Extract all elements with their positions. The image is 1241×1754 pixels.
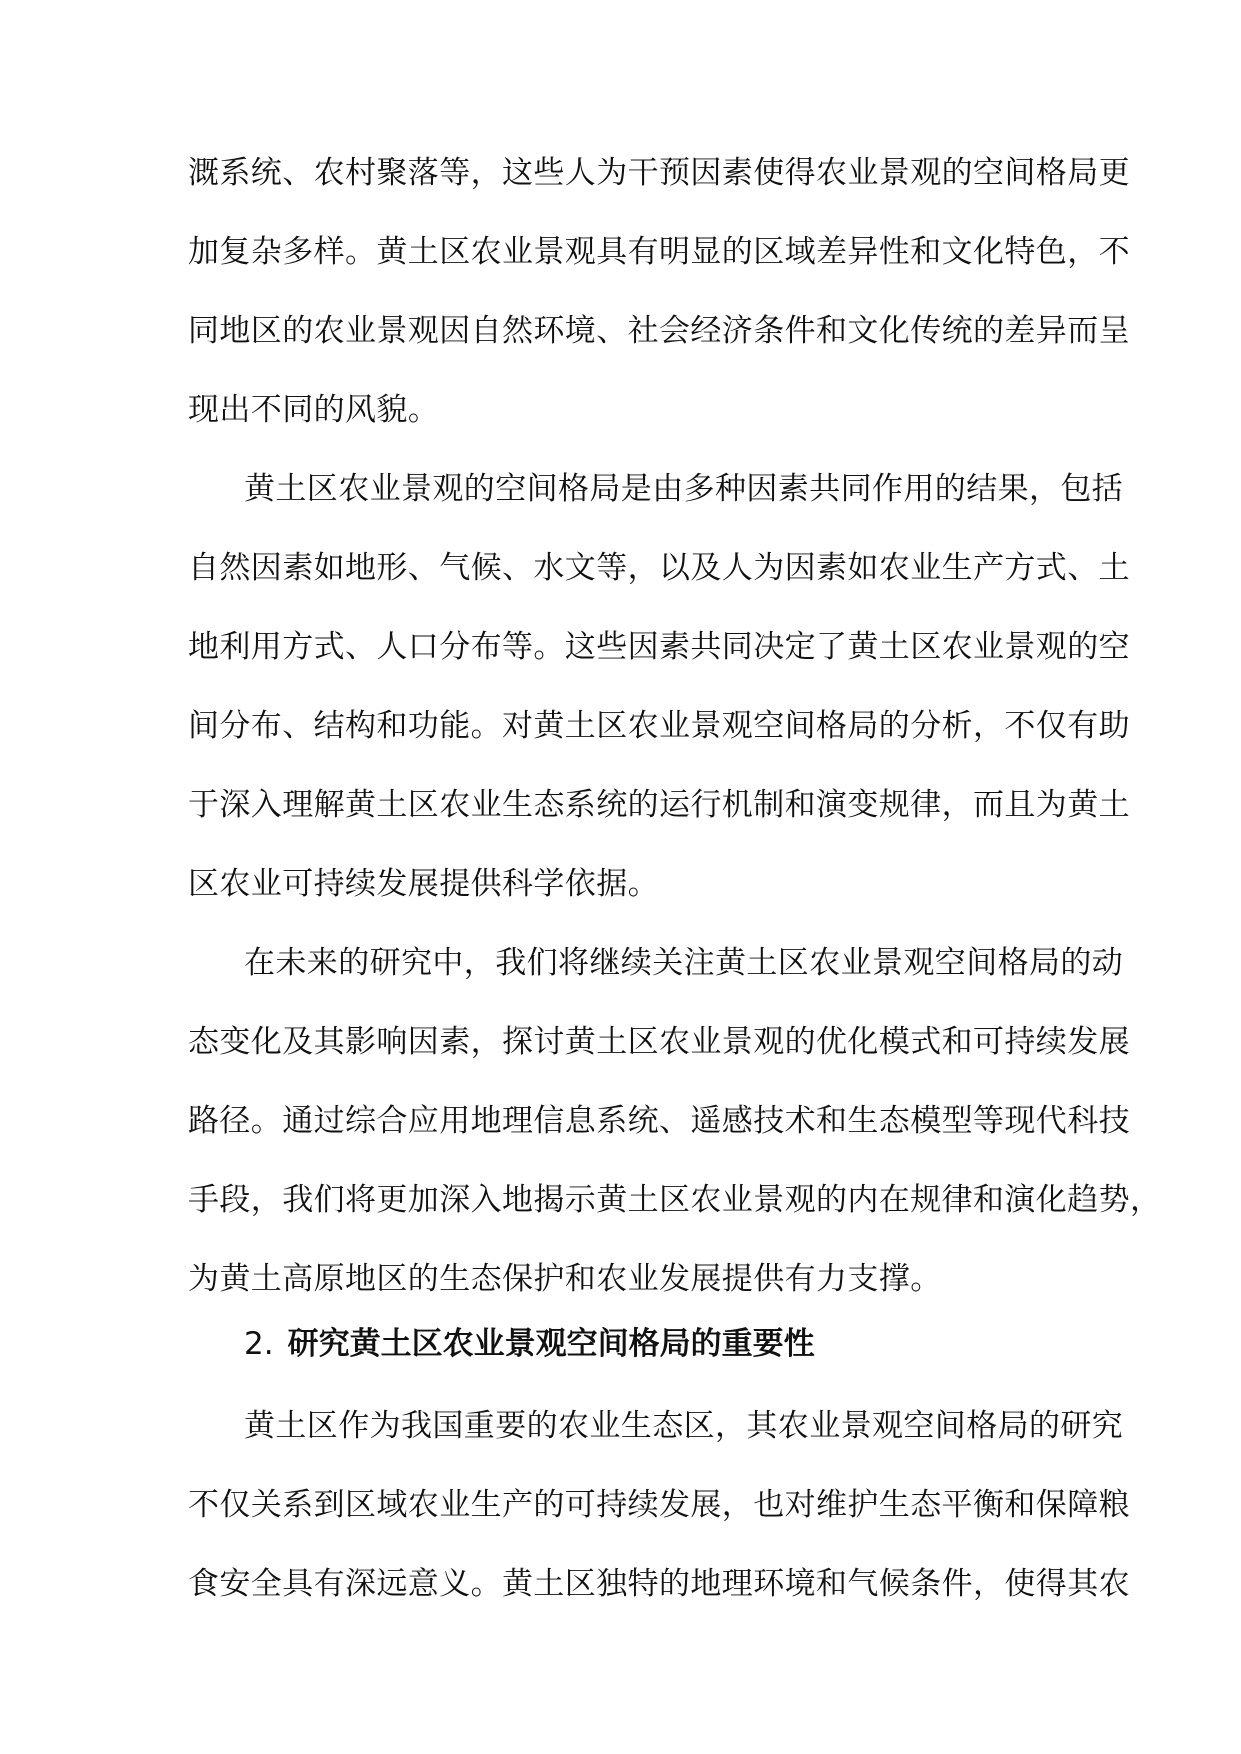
text-line: 手段，我们将更加深入地揭示黄土区农业景观的内在规律和演化趋势， bbox=[188, 1182, 1162, 1218]
text-line: 在未来的研究中，我们将继续关注黄土区农业景观空间格局的动 bbox=[244, 945, 1124, 981]
text-line: 黄土区农业景观的空间格局是由多种因素共同作用的结果，包括 bbox=[244, 471, 1124, 507]
text-line: 地利用方式、人口分布等。这些因素共同决定了黄土区农业景观的空 bbox=[188, 629, 1130, 665]
text-line: 为黄土高原地区的生态保护和农业发展提供有力支撑。 bbox=[188, 1261, 942, 1297]
text-line: 态变化及其影响因素，探讨黄土区农业景观的优化模式和可持续发展 bbox=[188, 1024, 1130, 1060]
text-line: 间分布、结构和功能。对黄土区农业景观空间格局的分析，不仅有助 bbox=[188, 708, 1130, 744]
text-line: 溉系统、农村聚落等，这些人为干预因素使得农业景观的空间格局更 bbox=[188, 155, 1130, 191]
text-line: 现出不同的风貌。 bbox=[188, 392, 440, 428]
text-line: 加复杂多样。黄土区农业景观具有明显的区域差异性和文化特色，不 bbox=[188, 234, 1130, 270]
text-line: 自然因素如地形、气候、水文等，以及人为因素如农业生产方式、土 bbox=[188, 550, 1130, 586]
text-line: 黄土区作为我国重要的农业生态区，其农业景观空间格局的研究 bbox=[244, 1408, 1124, 1444]
text-line: 区农业可持续发展提供科学依据。 bbox=[188, 866, 659, 902]
text-line: 路径。通过综合应用地理信息系统、遥感技术和生态模型等现代科技 bbox=[188, 1103, 1130, 1139]
section-number: 2. bbox=[244, 1326, 274, 1362]
text-line: 食安全具有深远意义。黄土区独特的地理环境和气候条件，使得其农 bbox=[188, 1566, 1130, 1602]
text-line: 于深入理解黄土区农业生态系统的运行机制和演变规律，而且为黄土 bbox=[188, 787, 1130, 823]
section-title: 研究黄土区农业景观空间格局的重要性 bbox=[287, 1326, 815, 1362]
text-line: 同地区的农业景观因自然环境、社会经济条件和文化传统的差异而呈 bbox=[188, 313, 1130, 349]
text-line: 不仅关系到区域农业生产的可持续发展，也对维护生态平衡和保障粮 bbox=[188, 1487, 1130, 1523]
section-heading bbox=[244, 1324, 815, 1364]
